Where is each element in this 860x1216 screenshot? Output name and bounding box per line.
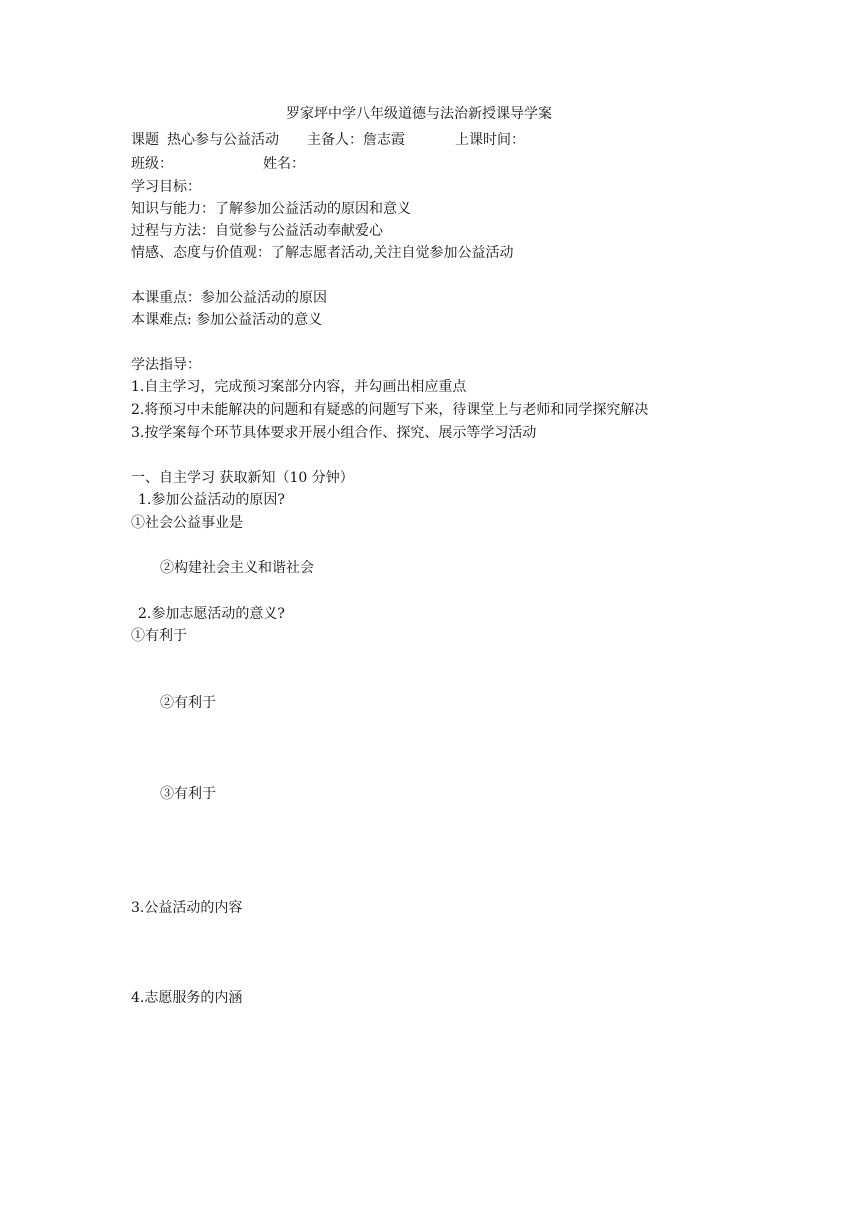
method-heading: 学法指导： — [131, 357, 201, 373]
question-2: 2.参加志愿活动的意义? — [138, 606, 285, 622]
objectives-heading: 学习目标： — [131, 179, 201, 195]
self-study-heading: 一、自主学习 获取新知（10 分钟） — [131, 470, 354, 486]
key-point: 本课重点：参加公益活动的原因 — [131, 290, 327, 306]
class-label: 班级： — [131, 156, 173, 172]
question-2-answer-3: ③有利于 — [160, 786, 216, 802]
question-3: 3.公益活动的内容 — [131, 900, 243, 916]
header-row-class — [131, 155, 305, 173]
method-item-3: 3.按学案每个环节具体要求开展小组合作、探究、展示等学习活动 — [131, 425, 537, 441]
objective-emotion: 情感、态度与价值观：了解志愿者活动,关注自觉参加公益活动 — [131, 245, 514, 261]
header-row-topic — [131, 131, 525, 149]
question-2-answer-2: ②有利于 — [160, 695, 216, 711]
question-1-answer-1: ①社会公益事业是 — [131, 515, 243, 531]
question-1: 1.参加公益活动的原因? — [138, 492, 285, 508]
method-item-1: 1.自主学习，完成预习案部分内容，并勾画出相应重点 — [131, 379, 467, 395]
objective-process: 过程与方法：自觉参与公益活动奉献爱心 — [131, 223, 383, 239]
topic-value: 热心参与公益活动 — [167, 132, 279, 148]
difficulty-point: 本课难点: 参加公益活动的意义 — [131, 312, 323, 328]
objective-knowledge: 知识与能力：了解参加公益活动的原因和意义 — [131, 201, 411, 217]
preparer-label: 主备人： — [307, 132, 363, 148]
question-1-answer-2: ②构建社会主义和谐社会 — [160, 560, 314, 576]
question-2-answer-1: ①有利于 — [131, 628, 187, 644]
topic-label: 课题 — [131, 132, 159, 148]
class-time-label: 上课时间： — [455, 132, 525, 148]
document-title: 罗家坪中学八年级道德与法治新授课导学案 — [286, 106, 552, 122]
name-label: 姓名： — [263, 156, 305, 172]
question-4: 4.志愿服务的内涵 — [131, 990, 243, 1006]
preparer-value: 詹志霞 — [363, 132, 405, 148]
method-item-2: 2.将预习中未能解决的问题和有疑惑的问题写下来，待课堂上与老师和同学探究解决 — [131, 402, 649, 418]
